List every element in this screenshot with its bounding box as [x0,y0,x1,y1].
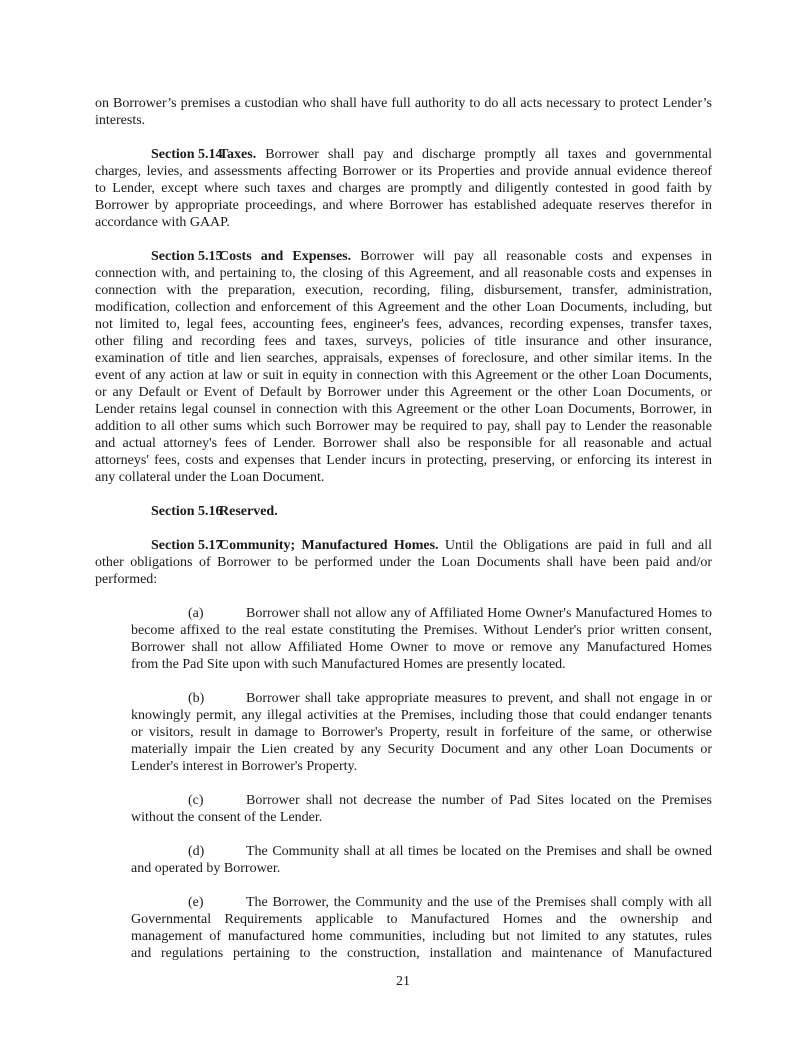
text-line: interests. [95,113,146,128]
text-line: connection with the preparation, execution, recording, filing, disbursement, transfer, administration, [95,283,712,298]
text-line: addition to all other sums which such Borrower may be required to pay, shall pay to Lender the reasonable [95,419,712,434]
subparagraph [131,843,712,877]
section-paragraph [95,248,712,486]
continued-paragraph [95,95,712,129]
subparagraph [131,690,712,775]
text-line [131,894,712,911]
text-line: to Lender, except where such taxes and charges are promptly and diligently contested in good faith by [95,181,712,196]
subparagraph-label: (a) [188,606,204,621]
line-text: Borrower shall not allow any of Affiliated Home Owner's Manufactured Homes to [246,606,712,621]
text-line: become affixed to the real estate constituting the Premises. Without Lender's prior written consent, [131,623,712,638]
text-line: or visitors, result in damage to Borrower's Property, result in forfeiture of the same, or otherwise [131,725,712,740]
text-line: accordance with GAAP. [95,215,230,230]
text-line: materially impair the Lien created by any Security Document and any other Loan Documents or [131,742,712,757]
section-title: Taxes. [219,147,257,162]
text-line: Governmental Requirements applicable to Manufactured Homes and the ownership and [131,912,712,927]
text-line: and operated by Borrower. [131,861,281,876]
line-text: The Borrower, the Community and the use of the Premises shall comply with all [246,895,712,910]
subparagraph-label: (e) [188,895,204,910]
document-body [95,95,712,979]
section-paragraph [95,146,712,231]
text-line: Borrower by appropriate proceedings, and where Borrower has established adequate reserves therefor in [95,198,712,213]
text-line: and actual attorney's fees of Lender. Borrower shall also be responsible for all reasonable and actual [95,436,712,451]
section-title: Community; Manufactured Homes. [219,538,439,553]
subparagraph-label: (d) [188,844,205,859]
text-line [95,248,712,265]
section-number: Section 5.15 [151,249,223,264]
subparagraph-label: (b) [188,691,205,706]
text-line: examination of title and lien searches, appraisals, expenses of foreclosure, and other similar items. In the [95,351,712,366]
text-line: Lender's interest in Borrower's Property. [131,759,358,774]
text-line: performed: [95,572,158,587]
text-line: knowingly permit, any illegal activities at the Premises, including those that could endanger tenants [131,708,712,723]
line-text: Until the Obligations are paid in full and all [444,538,712,553]
line-text: Borrower will pay all reasonable costs and expenses in [360,249,713,264]
text-line: modification, collection and enforcement of this Agreement and the other Loan Documents, including, but [95,300,712,315]
text-line: attorneys' fees, costs and expenses that Lender incurs in protecting, preserving, or enforcing its interest in [95,453,712,468]
line-text: The Community shall at all times be located on the Premises and shall be owned [246,844,712,859]
page-number: 21 [396,974,410,989]
text-line: or any Default or Event of Default by Borrower under this Agreement or the other Loan Documents, or [95,385,712,400]
text-line: event of any action at law or suit in equity in connection with this Agreement or the other Loan Documents, [95,368,712,383]
text-line [95,537,712,554]
section-title: Reserved. [219,504,278,519]
section-number: Section 5.16 [151,504,223,519]
text-line [131,843,712,860]
text-line: Borrower shall not allow Affiliated Home Owner to move or remove any Manufactured Homes [131,640,712,655]
text-line: any collateral under the Loan Document. [95,470,325,485]
text-line [95,146,712,163]
subparagraph [131,894,712,962]
text-line: without the consent of the Lender. [131,810,323,825]
subparagraph [131,605,712,673]
text-line [131,690,712,707]
text-line [131,605,712,622]
section-title: Costs and Expenses. [219,249,352,264]
subparagraph-label: (c) [188,793,204,808]
line-text: Borrower shall not decrease the number of Pad Sites located on the Premises [246,793,712,808]
section-paragraph [95,537,712,588]
text-line: connection with, and pertaining to, the closing of this Agreement, and all reasonable costs and expenses in [95,266,712,281]
text-line: from the Pad Site upon with such Manufactured Homes are presently located. [131,657,566,672]
text-line [95,503,712,520]
text-line: other filing and recording fees and taxes, surveys, policies of title insurance and other insurance, [95,334,712,349]
section-number: Section 5.14 [151,147,223,162]
text-line: charges, levies, and assessments affecting Borrower or its Properties and provide annual evidence thereof [95,164,712,179]
line-text: Borrower shall pay and discharge promptly all taxes and governmental [265,147,712,162]
section-number: Section 5.17 [151,538,223,553]
text-line: management of manufactured home communities, including but not limited to any statutes, rules [131,929,712,944]
text-line: not limited to, legal fees, accounting fees, engineer's fees, advances, recording expenses, transfer taxes, [95,317,712,332]
subparagraph [131,792,712,826]
text-line: and regulations pertaining to the construction, installation and maintenance of Manufactured [131,946,712,961]
text-line: other obligations of Borrower to be performed under the Loan Documents shall have been paid and/or [95,555,712,570]
line-text: Borrower shall take appropriate measures to prevent, and shall not engage in or [246,691,712,706]
text-line [131,792,712,809]
section-paragraph [95,503,712,520]
text-line: Lender retains legal counsel in connection with this Agreement or the other Loan Documents, Borrower, in [95,402,712,417]
text-line: on Borrower’s premises a custodian who shall have full authority to do all acts necessary to protect Lender’s [95,96,712,111]
